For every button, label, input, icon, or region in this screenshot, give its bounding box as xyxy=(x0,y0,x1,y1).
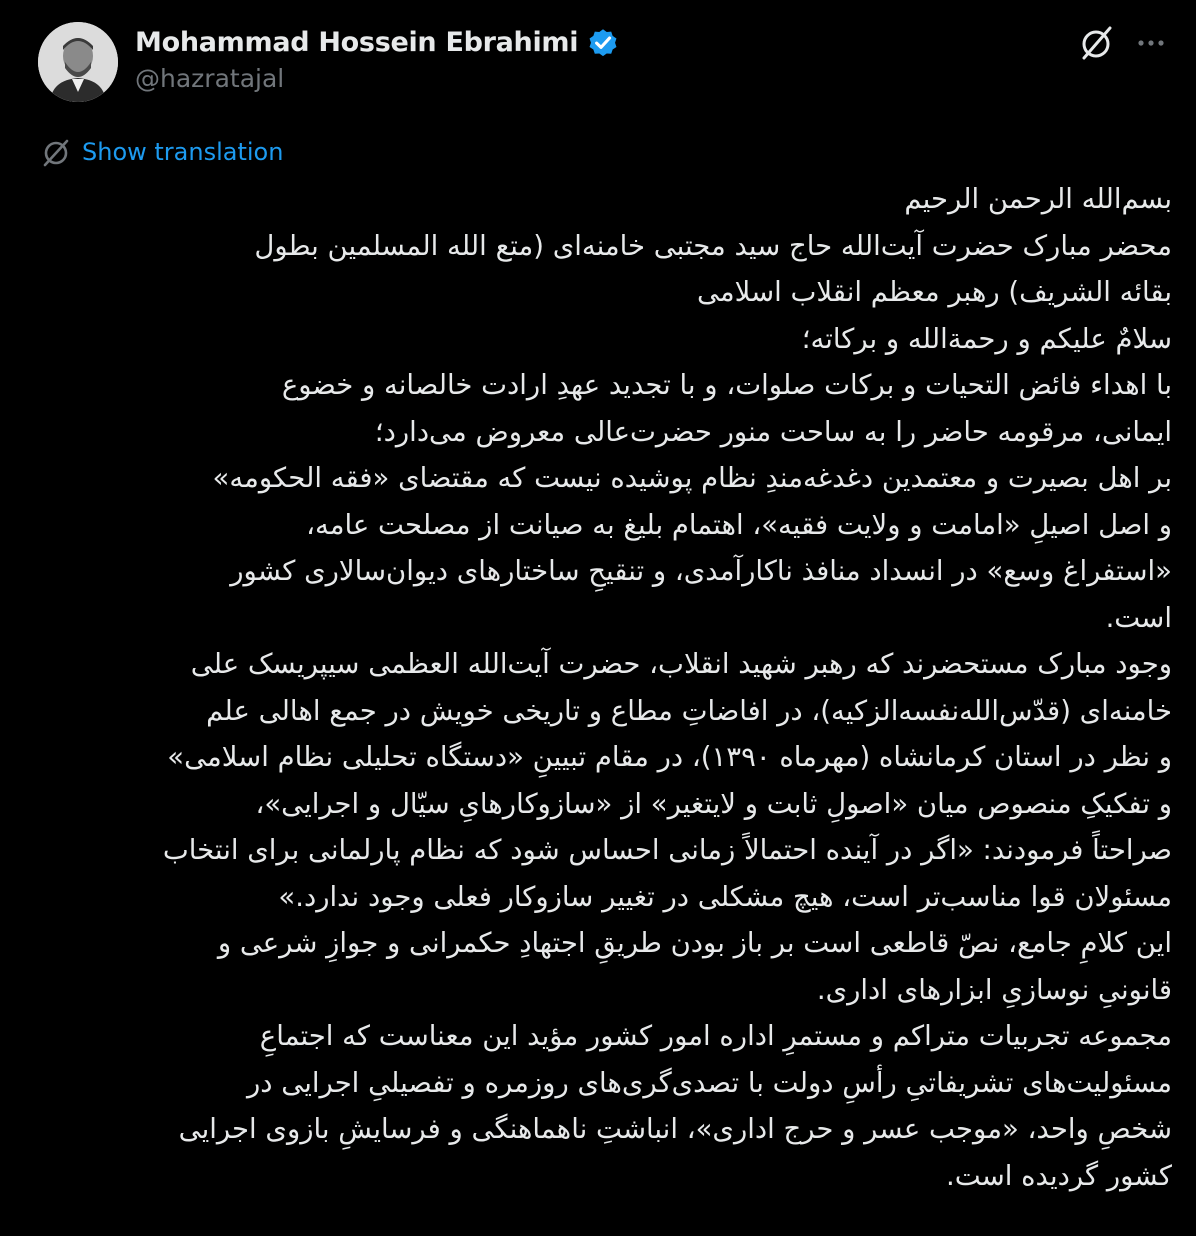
post-line: سلامٌ علیکم و رحمة‌الله و برکاته؛ xyxy=(801,322,1172,355)
show-translation-link[interactable]: Show translation xyxy=(82,138,284,166)
post-line: خامنه‌ای (قدّس‌الله‌نفسه‌الزکیه)، در افاضاتِ مطاع و تاریخی خویش در جمع اهالی علم xyxy=(206,694,1172,727)
post-line: شخصِ واحد، «موجب عسر و حرج اداری»، انباشتِ ناهماهنگی و فرسایشِ بازوی اجرایی xyxy=(178,1113,1172,1145)
post-line: قانونیِ نوسازیِ ابزارهای اداری. xyxy=(816,973,1172,1006)
post-header xyxy=(38,22,1168,102)
post-line: و اصل اصیلِ «امامت و ولایت فقیه»، اهتمام بلیغ به صیانت از مصلحت عامه، xyxy=(306,508,1172,541)
post-line: مجموعه تجربیات متراکم و مستمرِ اداره امور کشور مؤید این معناست که اجتماعِ xyxy=(259,1020,1172,1052)
verified-badge-icon xyxy=(586,25,620,59)
author[interactable] xyxy=(135,24,620,93)
post-line: مسئولان قوا مناسب‌تر است، هیچ مشکلی در تغییر سازوکار فعلی وجود ندارد.» xyxy=(278,880,1172,913)
post-text xyxy=(32,176,1172,1199)
grok-icon xyxy=(40,136,72,168)
display-name[interactable]: Mohammad Hossein Ebrahimi xyxy=(135,26,579,58)
avatar-photo-icon xyxy=(38,22,118,102)
post-line: و تفکیکِ منصوص میان «اصولِ ثابت و لایتغیر» از «سازوکارهایِ سیّال و اجرایی»، xyxy=(255,787,1172,820)
grok-icon[interactable] xyxy=(1076,22,1116,62)
post-line: محضر مبارک حضرت آیت‌الله حاج سید مجتبی خامنه‌ای (متع الله المسلمین بطول xyxy=(254,229,1172,262)
post-line: «استفراغ وسع» در انسداد منافذ ناکارآمدی، و تنقیحِ ساختارهای دیوان‌سالاری کشور xyxy=(230,555,1172,587)
post-line: کشور گردیده است. xyxy=(945,1159,1172,1192)
post-line: با اهداء فائض التحیات و برکات صلوات، و با تجدید عهدِ ارادت خالصانه و خضوع xyxy=(281,369,1172,401)
avatar[interactable] xyxy=(38,22,118,102)
post-line: صراحتاً فرمودند: «اگر در آینده احتمالاً زمانی احساس شود که نظام پارلمانی برای انتخاب xyxy=(162,834,1172,866)
post-line: وجود مبارک مستحضرند که رهبر شهید انقلاب، حضرت آیت‌الله العظمی سیپریسک علی xyxy=(190,648,1172,680)
post-line: است. xyxy=(1105,601,1172,634)
post-line: بر اهل بصیرت و معتمدین دغدغه‌مندِ نظام پوشیده نیست که مقتضای «فقه الحکومه» xyxy=(212,462,1172,494)
translate-row[interactable] xyxy=(40,135,283,169)
post-line: بسم‌الله الرحمن الرحیم xyxy=(904,183,1172,215)
post-line: بقائه الشریف) رهبر معظم انقلاب اسلامی xyxy=(697,276,1172,308)
display-name-row xyxy=(135,24,620,60)
post-line: این کلامِ جامع، نصّ قاطعی است بر باز بودن طریقِ اجتهادِ حکمرانی و جوازِ شرعی و xyxy=(217,927,1172,959)
handle[interactable]: @hazratajal xyxy=(135,64,285,93)
post-line: ایمانی، مرقومه حاضر را به ساحت منور حضرت‌عالی معروض می‌دارد؛ xyxy=(374,415,1172,448)
post-line: و نظر در استان کرمانشاه (مهرماه ۱۳۹۰)، در مقام تبیینِ «دستگاه تحلیلی نظام اسلامی» xyxy=(167,741,1172,773)
post-line: مسئولیت‌های تشریفاتیِ رأسِ دولت با تصدی‌گری‌های روزمره و تفصیلیِ اجرایی در xyxy=(247,1066,1172,1099)
more-icon[interactable] xyxy=(1134,26,1168,60)
